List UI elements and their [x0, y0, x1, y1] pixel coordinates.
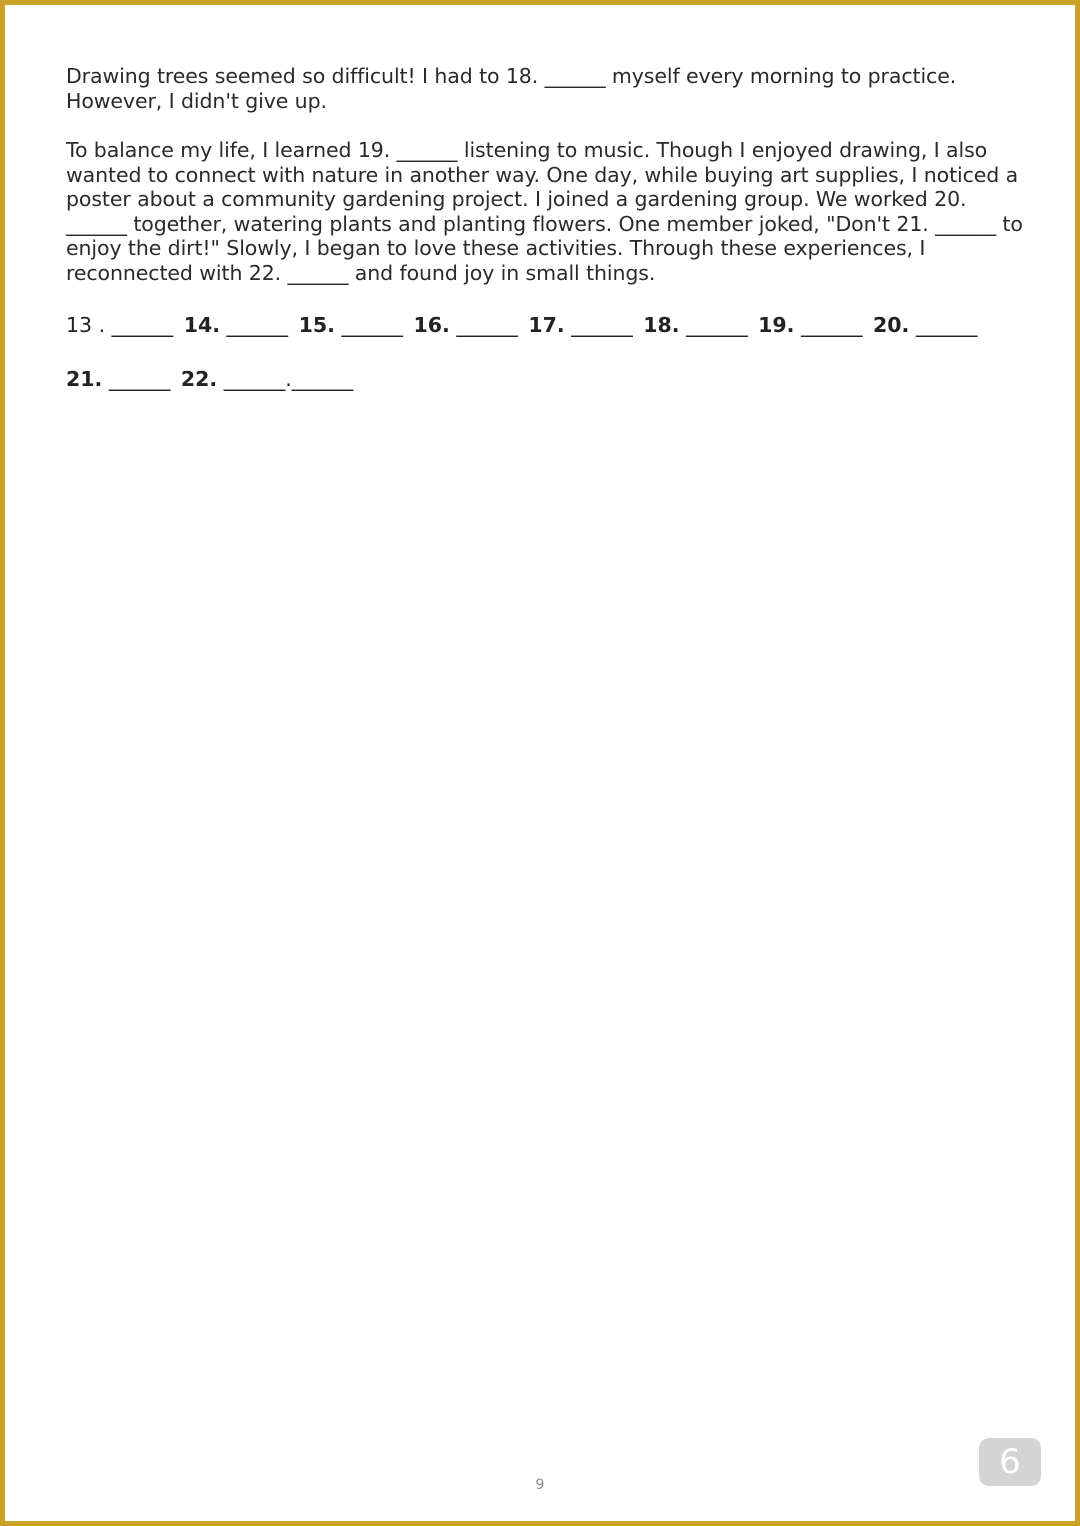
answer-number: 16.	[413, 313, 450, 337]
page-badge[interactable]: 6	[979, 1438, 1041, 1486]
answer-blank: ______.______	[223, 367, 354, 391]
answer-blank: ______	[571, 313, 633, 337]
answer-blank: ______	[915, 313, 978, 337]
answer-blank: ______	[111, 313, 174, 337]
answer-number: 22.	[180, 367, 218, 391]
answer-item-15[interactable]	[299, 313, 403, 337]
answer-number: 17.	[528, 313, 565, 337]
answer-row-1	[66, 313, 981, 337]
answer-item-20[interactable]	[873, 313, 977, 337]
answer-blank: ______	[801, 313, 863, 337]
answer-item-16[interactable]	[413, 313, 517, 337]
answer-number: 14.	[183, 313, 221, 337]
answer-blank: ______	[456, 313, 518, 337]
answer-blank: ______	[108, 367, 171, 391]
answer-number: 20.	[873, 313, 910, 337]
answer-blank: ______	[226, 313, 289, 337]
passage-paragraph-1: Drawing trees seemed so difficult! I had to 18. ______ myself every morning to practice. However, I didn't give up.	[66, 64, 957, 113]
answer-blank: ______	[341, 313, 403, 337]
answer-item-17[interactable]	[528, 313, 632, 337]
answer-item-18[interactable]	[643, 313, 747, 337]
answer-item-19[interactable]	[758, 313, 862, 337]
answer-item-21[interactable]	[66, 367, 170, 391]
answer-number: 19.	[758, 313, 795, 337]
passage-paragraph-2: To balance my life, I learned 19. ______ listening to music. Though I enjoyed drawing, I also wanted to connect with nature in another way. One day, while buying art supplies, I noticed a poster about a community gardening project. I joined a gardening group. We worked 20. ______ together, watering plants and planting flowers. One member joked, "Don't 21. ______ to enjoy the dirt!" Slowly, I began to love these activities. Through these experiences, I reconnected with 22. ______ and found joy in small things.	[66, 138, 1023, 285]
answer-number: 18.	[643, 313, 680, 337]
answer-blank: ______	[686, 313, 748, 337]
answer-item-14[interactable]	[184, 313, 288, 337]
answer-number: 15.	[298, 313, 335, 337]
answer-item-22[interactable]	[181, 367, 353, 391]
page-number: 9	[535, 1477, 545, 1493]
answer-number: 13 .	[66, 313, 106, 337]
answer-row-2	[66, 367, 357, 391]
answer-item-13[interactable]	[66, 313, 173, 337]
answer-number: 21.	[66, 367, 103, 391]
